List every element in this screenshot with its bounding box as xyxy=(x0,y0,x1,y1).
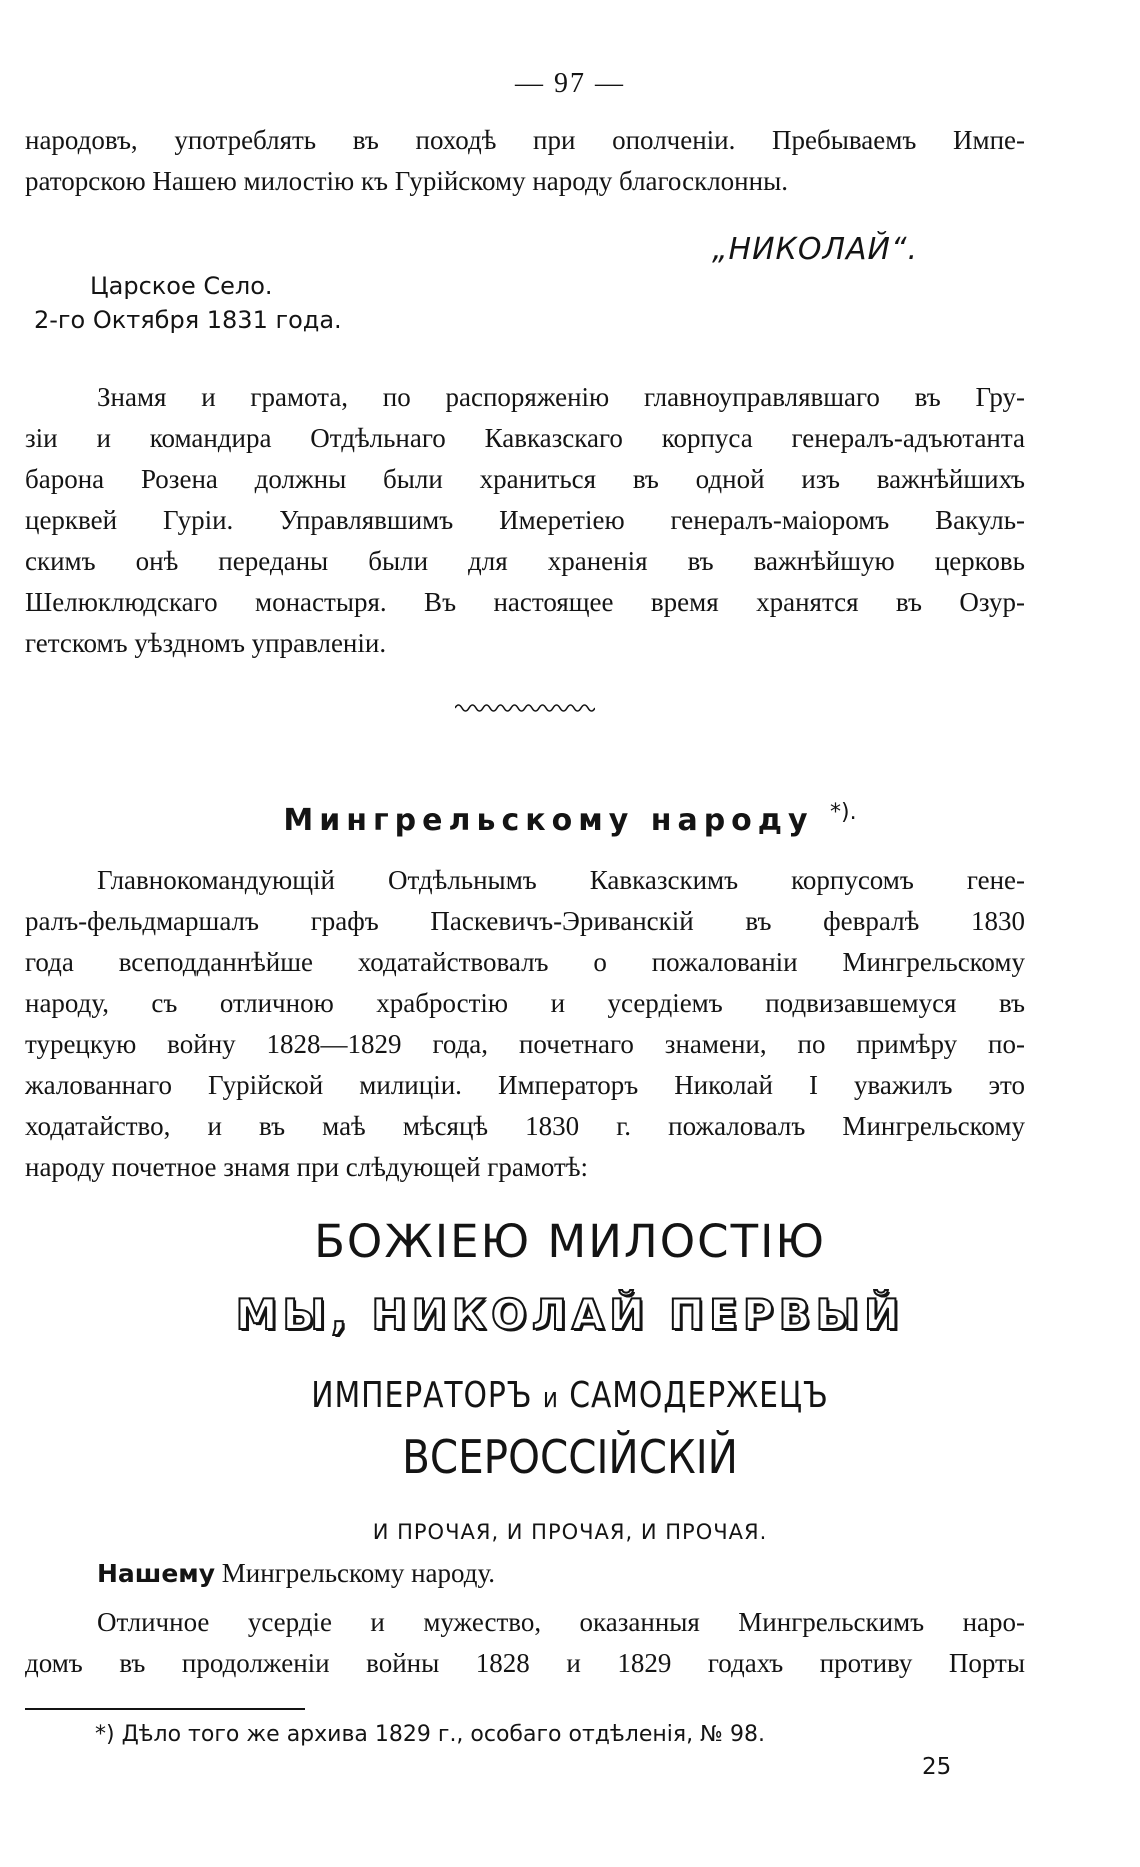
text-line: Знамя и грамота, по распоряженію главноуправлявшаго въ Гру- xyxy=(97,382,1025,412)
title-autocrat: САМОДЕРЖЕЦЪ xyxy=(569,1375,829,1416)
title-conjunction: и xyxy=(542,1381,559,1414)
charter-title-line-1: БОЖІЕЮ МИЛОСТІЮ xyxy=(314,1215,826,1268)
text-line: Главнокомандующій Отдѣльнымъ Кавказскимъ корпусомъ гене- xyxy=(97,865,1025,895)
section-title-text: Мингрельскому народу xyxy=(283,803,814,838)
text-line: ходатайство, и въ маѣ мѣсяцѣ 1830 г. пожаловалъ Мингрельскому xyxy=(25,1111,1025,1141)
text-line: зіи и командира Отдѣльнаго Кавказскаго корпуса генералъ-адъютанта xyxy=(25,423,1025,453)
date: 2-го Октября 1831 года. xyxy=(34,306,342,334)
wavy-divider xyxy=(455,702,595,714)
footnote: *) Дѣло того же архива 1829 г., особаго отдѣленія, № 98. xyxy=(95,1722,765,1747)
charter-title-line-4: ВСЕРОССІЙСКІЙ xyxy=(402,1430,738,1484)
text-line: гетскомъ уѣздномъ управленіи. xyxy=(25,628,387,658)
text-line: года всеподданнѣйше ходатайствовалъ о пожалованіи Мингрельскому xyxy=(25,947,1025,977)
sheet-number: 25 xyxy=(922,1754,952,1780)
text-line: жалованнаго Гурійской милиціи. Императоръ Николай I уважилъ это xyxy=(25,1070,1025,1100)
footnote-marker: *). xyxy=(830,800,857,825)
text-line: народовъ, употреблять въ походѣ при ополченіи. Пребываемъ Импе- xyxy=(25,125,1025,155)
addressee xyxy=(97,1558,495,1589)
charter-title-line-5: И ПРОЧАЯ, И ПРОЧАЯ, И ПРОЧАЯ. xyxy=(372,1520,768,1544)
addressee-bold: Нашему xyxy=(97,1559,216,1588)
page-number: — 97 — xyxy=(515,68,625,99)
charter-title-line-2: МЫ, НИКОЛАЙ ПЕРВЫЙ xyxy=(235,1290,905,1339)
title-emperor: ИМПЕРАТОРЪ xyxy=(311,1375,533,1416)
text-line: церквей Гуріи. Управлявшимъ Имеретіею генералъ-маіоромъ Вакуль- xyxy=(25,505,1025,535)
text-line: раторскою Нашею милостію къ Гурійскому народу благосклонны. xyxy=(25,166,788,196)
text-line: барона Розена должны были храниться въ одной изъ важнѣйшихъ xyxy=(25,464,1025,494)
charter-title-line-3 xyxy=(46,1375,1095,1416)
text-line: Отличное усердіе и мужество, оказанныя Мингрельскимъ наро- xyxy=(97,1607,1025,1637)
section-title xyxy=(0,800,1140,838)
signature: „НИКОЛАЙ“. xyxy=(712,232,919,267)
place: Царское Село. xyxy=(90,272,273,300)
text-line: домъ въ продолженіи войны 1828 и 1829 годахъ противу Порты xyxy=(25,1648,1025,1678)
addressee-rest: Мингрельскому народу. xyxy=(221,1558,496,1588)
text-line: Шелюклюдскаго монастыря. Въ настоящее время хранятся въ Озур- xyxy=(25,587,1025,617)
text-line: ралъ-фельдмаршалъ графъ Паскевичъ-Эриванскій въ февралѣ 1830 xyxy=(25,906,1025,936)
text-line: турецкую войну 1828—1829 года, почетнаго знамени, по примѣру по- xyxy=(25,1029,1025,1059)
footnote-rule xyxy=(25,1708,305,1710)
text-line: народу, съ отличною храбростію и усердіемъ подвизавшемуся въ xyxy=(25,988,1025,1018)
text-line: скимъ онѣ переданы были для храненія въ важнѣйшую церковь xyxy=(25,546,1025,576)
text-line: народу почетное знамя при слѣдующей грамотѣ: xyxy=(25,1152,589,1182)
